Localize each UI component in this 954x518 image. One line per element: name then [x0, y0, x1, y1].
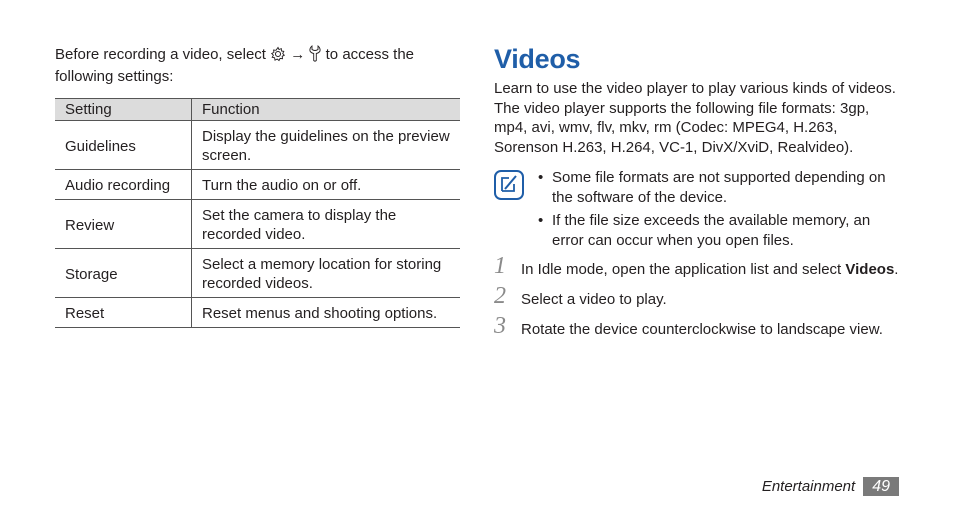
table-row: [55, 170, 460, 200]
intro-arrow: →: [290, 46, 306, 63]
step-number: 1: [494, 253, 506, 279]
table-row: [55, 200, 460, 249]
step-3: 3 Rotate the device counterclockwise to landscape view.: [494, 313, 883, 339]
table-row: [55, 121, 460, 170]
function-cell: Turn the audio on or off.: [192, 170, 461, 200]
list-item: • Some file formats are not supported depending on the software of the device.: [538, 169, 886, 206]
intro-before: Before recording a video, select: [55, 46, 266, 63]
section-description: Learn to use the video player to play various kinds of videos. The video player supports the following file formats: 3gp, mp4, avi, wmv, flv, mkv, rm (Codec: MPEG4, H.263, Sorenson H.263, H.264, VC-1, DivX/XviD, Realvideo).: [494, 80, 896, 156]
header-function: Function: [192, 99, 461, 121]
intro-text: [55, 45, 460, 86]
settings-table: [55, 98, 460, 328]
setting-cell: Storage: [55, 249, 192, 298]
step-1: 1 In Idle mode, open the application list and select Videos.: [494, 253, 899, 279]
function-cell: Set the camera to display the recorded video.: [192, 200, 461, 249]
step-2: 2 Select a video to play.: [494, 283, 667, 309]
page-number: 49: [863, 477, 899, 496]
gear-icon: [270, 46, 286, 67]
note-box: [494, 168, 904, 251]
setting-cell: Reset: [55, 298, 192, 328]
function-cell: Reset menus and shooting options.: [192, 298, 461, 328]
wrench-icon: [309, 45, 321, 67]
setting-cell: Guidelines: [55, 121, 192, 170]
step-number: 3: [494, 313, 506, 339]
table-header-row: [55, 99, 460, 121]
right-column: [494, 42, 904, 340]
section-title: Videos: [494, 44, 581, 74]
function-cell: Display the guidelines on the preview screen.: [192, 121, 461, 170]
footer-section-name: Entertainment: [761, 478, 856, 495]
page-footer: [762, 477, 899, 496]
setting-cell: Review: [55, 200, 192, 249]
list-item: • If the file size exceeds the available memory, an error can occur when you open files.: [538, 212, 871, 249]
note-list: [538, 168, 904, 251]
table-row: [55, 249, 460, 298]
function-cell: Select a memory location for storing recorded videos.: [192, 249, 461, 298]
note-pencil-icon: [494, 170, 524, 205]
left-column: [55, 45, 460, 328]
videos-keyword: Videos: [845, 261, 895, 278]
setting-cell: Audio recording: [55, 170, 192, 200]
header-setting: Setting: [55, 99, 192, 121]
step-number: 2: [494, 283, 506, 309]
table-row: [55, 298, 460, 328]
intro-after: to access the following settings:: [55, 46, 415, 85]
